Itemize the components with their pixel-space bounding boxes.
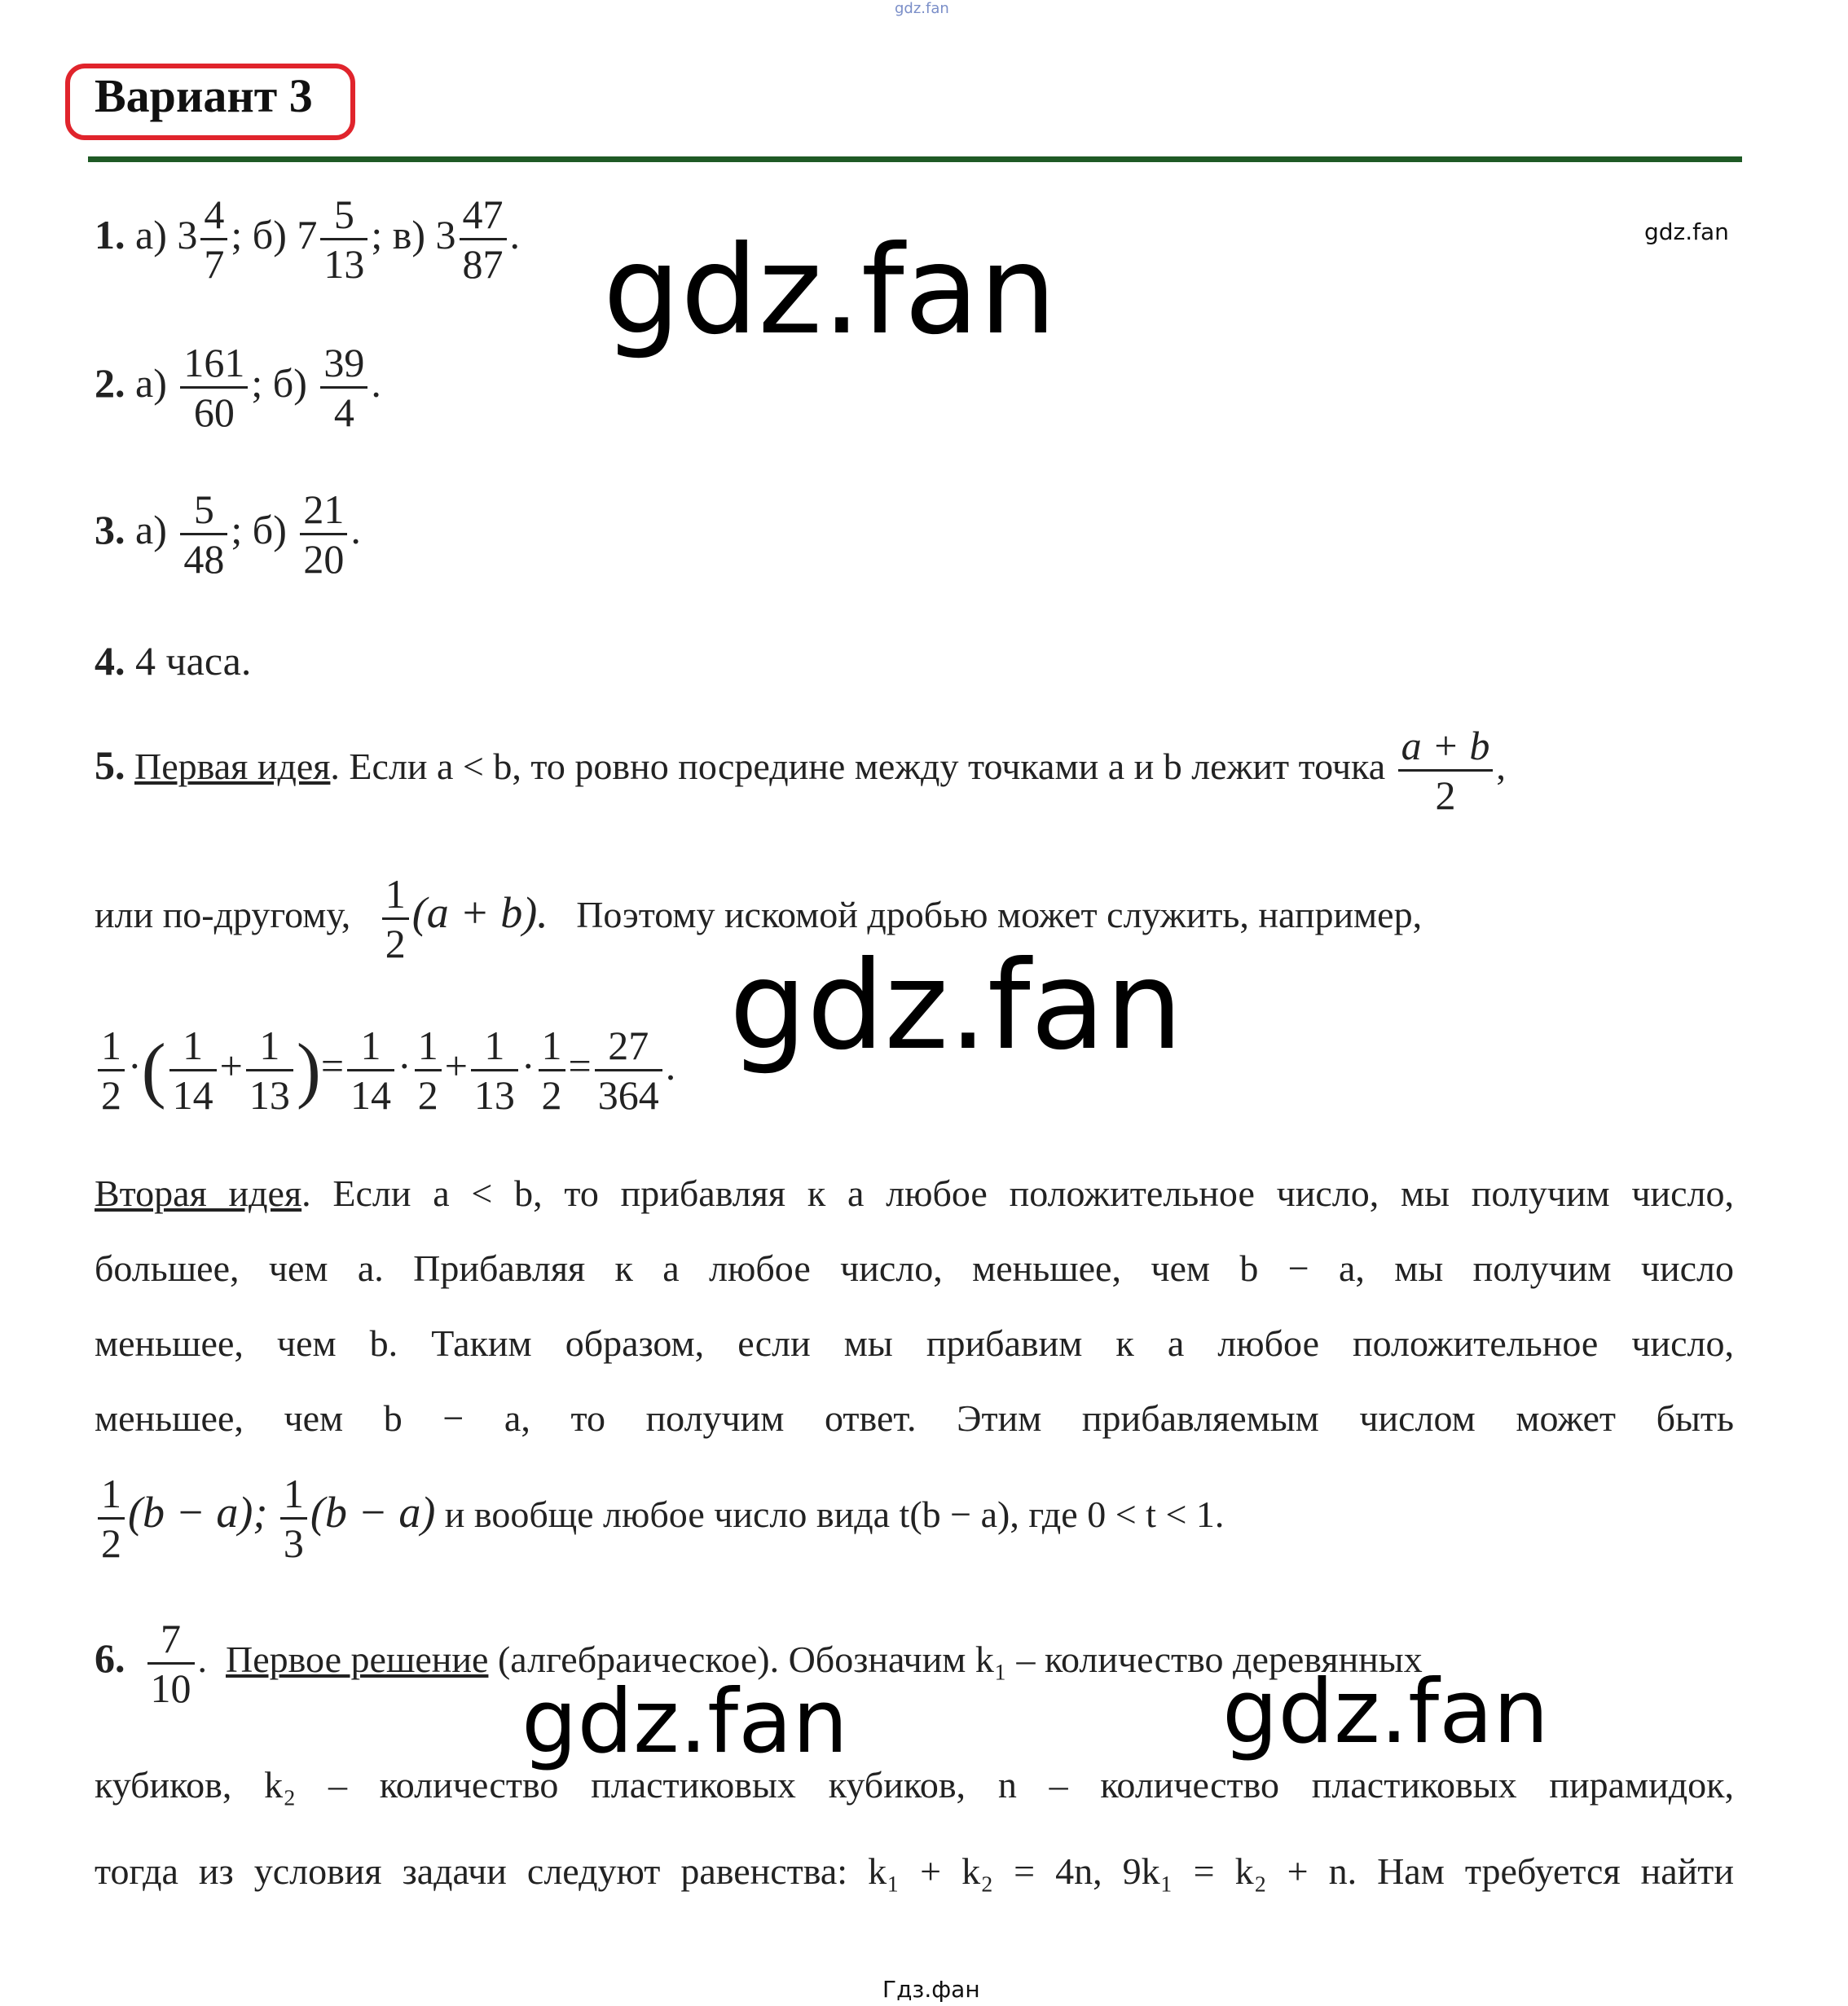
answer-5-line-7: $\frac{1}{2}$ (b − a); $\frac{1}{3}$ (b − a) и вообще любое число вида t(b − a), где 0 < t < 1. — [95, 1473, 1224, 1564]
footer-watermark: Гдз.фан — [882, 1976, 980, 2003]
answer-6-line-2: кубиков, k₂ – количество пластиковых кубиков, n – количество пластиковых пирамидок, — [95, 1764, 1734, 1806]
title-divider — [88, 156, 1742, 162]
answer-3: 3. а) $\frac{5}{48}$ ; б) $\frac{21}{20}$ . — [95, 486, 361, 582]
answer-5-line-2: или по-другому, $\frac{1}{2}$ (a + b). Поэтому искомой дробью может служить, например, — [95, 871, 1423, 966]
answer-1: 1. а) 3 $\frac{4}{7}$ ; б) 7 $\frac{5}{13}$ ; в) 3 $\frac{47}{87}$ . — [95, 191, 521, 287]
answer-5-line-4: большее, чем a. Прибавляя к a любое число, меньшее, чем b − a, мы получим число — [95, 1247, 1734, 1289]
answer-6-line-3: тогда из условия задачи следуют равенства: k₁ + k₂ = 4n, 9k₁ = k₂ + n. Нам требуется найти — [95, 1850, 1734, 1892]
answer-4: 4. 4 часа. — [95, 638, 252, 684]
page-title: Вариант 3 — [95, 69, 313, 122]
answer-5-line-3: Вторая идея. Если a < b, то прибавляя к a любое положительное число, мы получим число, — [95, 1172, 1734, 1214]
watermark-big-4: gdz.fan — [1222, 1661, 1549, 1763]
answer-5-line-1: 5. Первая идея. Если a < b, то ровно посредине между точками a и b лежит точка $\frac{a + b}{2}$ , — [95, 723, 1506, 818]
answer-5-equation: $\frac{1}{2}$ ·( $\frac{1}{14}$ + $\frac{1}{13}$ )= $\frac{1}{14}$ · $\frac{1}{2}$ + $\frac{1}{13}$ · $\frac{1}{2}$ = $\frac{27}{364}$ . — [95, 1025, 675, 1115]
watermark-small: gdz.fan — [1644, 218, 1729, 245]
answer-5-line-5: меньшее, чем b. Таким образом, если мы прибавим к a любое положительное число, — [95, 1322, 1734, 1364]
answer-6-line-1: 6. $\frac{7}{10}$ . Первое решение (алгебраическое). Обозначим k₁ – количество деревянных — [95, 1616, 1423, 1711]
top-watermark: gdz.fan — [895, 0, 949, 17]
watermark-big-3: gdz.fan — [521, 1671, 848, 1773]
watermark-big-1: gdz.fan — [603, 220, 1057, 362]
watermark-big-2: gdz.fan — [729, 935, 1183, 1077]
answer-5-line-6: меньшее, чем b − a, то получим ответ. Этим прибавляемым числом может быть — [95, 1397, 1734, 1439]
answer-2: 2. а) $\frac{161}{60}$ ; б) $\frac{39}{4}$ . — [95, 340, 381, 435]
